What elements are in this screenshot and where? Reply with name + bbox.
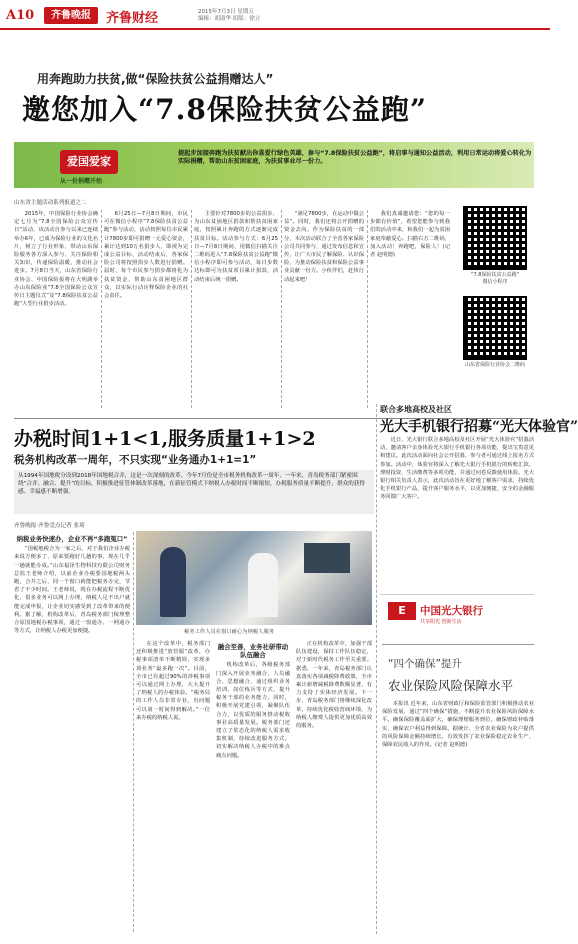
tax-column-4: 正在机构改革中，加强干部队伍建设，保持工作队伍稳定，对于新时代税务工作至关重要。据悉，一年来，青岛税务部门认真落实各项减税降费政策，全市累计新增减税降费数额显著，有力支持了实体经济发展。下一步，青岛税务部门将继续深化改革，持续优化税收营商环境，为纳税人缴费人提供更加优质高效的服务。 bbox=[296, 641, 372, 730]
tax-subhead: 税务机构改革一周年，不只实现“业务通办1+1=1” bbox=[14, 454, 257, 466]
banner-caption: 山东省主题活动系列报道之二 bbox=[14, 200, 87, 206]
column-rule bbox=[281, 210, 282, 408]
bank-body: 近日，光大银行联合多地高校及社区开展“光大体验官”招募活动，邀请客户亲身体验光大银行手机银行各项功能，提出宝贵意见和建议。此次活动面向社会公开招募，参与者可通过线上报名方式参加。活动中，体验官将深入了解光大银行手机银行的转账汇款、理财投资、生活缴费等多项功能，并通过问卷反馈使用体验。光大银行相关负责人表示，此次活动旨在更好地了解客户需求，持续优化手机银行产品，提升客户服务水平，以更加便捷、安全的金融服务回馈广大客户。 bbox=[380, 437, 534, 501]
tax-lead: 从1994年国地税分设到2018年国地税合并，这是一次深刻的改革。今年7月份是全市税务机构改革一周年，一年来，青岛税务部门紧密围绕“合并、融合、提升”的目标，积极推进征管体制改革落地，在新征管模式下纳税人办税时间不断缩短，办税服务质量不断提升，群众的获得感、幸福感不断增强。 bbox=[18, 473, 366, 496]
header-meta bbox=[198, 9, 260, 23]
bank-headline: 光大手机银行招募“光大体验官” bbox=[380, 419, 578, 435]
bank-ad-brand: 中国光大银行 bbox=[420, 605, 483, 617]
campaign-logo: 爱国爱家 bbox=[60, 150, 118, 174]
section-divider bbox=[382, 644, 534, 645]
qr-code-icon[interactable] bbox=[463, 296, 527, 360]
qr-caption: 山东省保险行业协会二维码 bbox=[464, 362, 525, 368]
lead-headline: 邀您加入“7.8保险扶贫公益跑” bbox=[22, 93, 427, 126]
lead-column-1: 2015年，中国保险行业协会确定七月为“7.8全国保险公众宣传日”活动，该活动自参与以来已连续举办6年，已成为保险行业的文化名片，树立了行业形象，带动山东保险服务各方深入参与、关注保险相关知识，传递保险温暖，推动社会进步。7月8日当天，山东省保险行业协会、中国保险报将在大明湖举办山东保险业“7.8全国保险公众宣传日主题仪式”及“7.8保险扶贫公益跑”大型行业捐步活动。 bbox=[14, 211, 98, 308]
tax-column-1: 纳税业务快速办，企业不再“多跑冤口” “国税地税合为一家之后，对于我们企业办税来说方便多了，原来要跑好几趟的事，现在几乎一趟就能办成。”山东福泽生物科技有限公司财务总监王老师介绍，以前企业办税要国地税两头跑，合并之后，同一个窗口就能把税务办完，节省了不少时间。王老师说，现在办税流程不断优化，很多业务可以网上办理，纳税人足不出户就能完成申报，让企业切实感受到了改革带来的便利。据了解，机构改革后，青岛税务部门梳理整合原国地税办税事项，通过一窗通办、一网通办等方式，让纳税人办税更加便捷。 bbox=[14, 535, 130, 635]
tax-col3-subhead: 融合至善，业务社研带动队伍融合 bbox=[217, 643, 289, 660]
tax-column-2: 在这个改革中，税务部门还积极推进“放管服”改革，办税事项清单不断精简，实现多项业务“最多跑一次”。目前，全市已有超过90%的涉税事项可以通过网上办理，大大提升了纳税人的办税体验。“税务局的工作人员非常专业，有问题可以第一时间得到解决。”一位来办税的纳税人说。 bbox=[136, 641, 210, 721]
lead-kicker: 用奔跑助力扶贫,做“保险扶贫公益捐赠达人” bbox=[37, 72, 274, 86]
photo-figure bbox=[248, 553, 278, 617]
tax-col1-subhead: 纳税业务快速办，企业不再“多跑冤口” bbox=[16, 535, 128, 543]
bank-ad-slogan: 共享阳光 创新生活 bbox=[420, 619, 462, 625]
bank-kicker: 联合多地高校及社区 bbox=[380, 405, 452, 414]
tax-headline: 办税时间1+1<1,服务质量1+1>2 bbox=[14, 428, 316, 450]
qr-code-icon[interactable] bbox=[463, 206, 527, 270]
column-rule bbox=[376, 404, 377, 934]
mini-program-qr-block bbox=[456, 206, 534, 292]
editor-credits: 编辑：胡淑华 组版：徐立 bbox=[198, 16, 261, 22]
photo-figure bbox=[160, 547, 186, 617]
qr-caption: “7.8保险扶贫公益跑” 微信小程序 bbox=[470, 272, 520, 285]
column-rule bbox=[367, 210, 368, 408]
photo-caption: 税务工作人员在窗口耐心为纳税人服务 bbox=[184, 629, 275, 635]
column-rule bbox=[191, 210, 192, 408]
agri-body: 本报讯 近年来，山东省财政厅和保险监管部门积极推动农业保险发展，通过“四个确保”措施，不断提升农业保险风险保障水平。确保保险覆盖面扩大，确保理赔服务到位，确保财政补贴落实，确保农户利益得到保障。据统计，全省农业保险为农户提供的风险保障金额持续增长，有效发挥了农业保险稳定农业生产、保障农民收入的作用。(记者 赵明德) bbox=[382, 701, 534, 749]
photo-screen bbox=[304, 543, 350, 573]
agri-kicker: “四个确保”提升 bbox=[388, 658, 462, 670]
tax-byline: 齐鲁晚报·齐鲁壹点记者 张琦 bbox=[14, 523, 85, 529]
section-title: 齐鲁财经 bbox=[106, 11, 159, 26]
lead-column-5: 我们真诚邀请您：“您的每一步都有价值”，希望您能参与到我们的活动中来，和我们一起为贫困家庭奉献爱心。扫描右方二维码，加入活动！奔跑吧，保险人！(记者 赵明德) bbox=[370, 211, 450, 259]
campaign-slogan: 从一份捐赠开始 bbox=[60, 178, 103, 185]
newspaper-logo: 齐鲁晚报 bbox=[44, 7, 98, 24]
tax-column-3: 融合至善，业务社研带动队伍融合 机构改革后，各级税务部门深入开展业务融合、人员融合、思想融合，通过组织业务培训、岗位练兵等方式，提升税务干部的业务能力。同时，积极开展党建引领，凝聚队伍合力，以优质的服务推动税收事业高质量发展。税务部门还建立了常态化的纳税人需求收集机制，持续改进服务方式，切实解决纳税人办税中的难点痛点问题。 bbox=[216, 643, 290, 759]
tax-service-photo bbox=[136, 531, 372, 625]
agri-headline: 农业保险风险保障水平 bbox=[388, 678, 514, 693]
lead-column-3: 主要针对7800步的公益捐步，为山东贫困地区捐款和帮扶贫困家庭，按照累计奔跑的方式逐渐完成扶贫目标。活动参与方式：6月25日—7月8日期间，用微信扫描关注二维码进入“7.8保险扶贫公益跑”微信小程序即可参与活动，每日步数达标即可为扶贫项目累计捐款，活动结束后统一捐赠。 bbox=[194, 211, 278, 283]
issue-date: 2015年7月3日 星期五 bbox=[198, 9, 254, 15]
bank-logo-icon: E bbox=[388, 602, 416, 620]
column-rule bbox=[133, 532, 134, 932]
column-rule bbox=[101, 210, 102, 408]
page-number: A10 bbox=[6, 8, 35, 23]
lead-column-4: “满足7800步，在运动中做公益”。同时，我们还将公开捐赠的资金去向。作为保险扶贫的一部分，本次活动联合了全省各家保险公司共同参与，通过发布信息和宣传，让广大市民了解保险、认识保险，为推动保险扶贫和保险公益事业贡献一份力。小伙伴们，赶快行动起来吧！ bbox=[284, 211, 364, 283]
lead-intro: 提起步加接奔跑为扶贫献出你喜爱行绿色英雄，参与“7.8保险扶贫公益跑”，将启事与通知公益活动，利用日常运动将爱心转化为实际捐赠，帮助山东贫困家庭，为扶贫事业尽一份力。 bbox=[178, 150, 532, 166]
association-qr-block bbox=[456, 296, 534, 382]
lead-column-2: 6月25日—7月8日期间，市民可在微信小程序“7.8保险扶贫公益跑”参与活动，活动按照每位市民累计7800步即可捐赠一元爱心资金，累计达到10万名捐步人，即视为完成公益目标，活动结束后，各家保险公司将按照捐步人数进行捐赠。届时，每个市民参与捐步都将化为扶贫资金，帮助山东贫困地区群众，以实际行动诠释保险企业的社会责任。 bbox=[104, 211, 188, 300]
